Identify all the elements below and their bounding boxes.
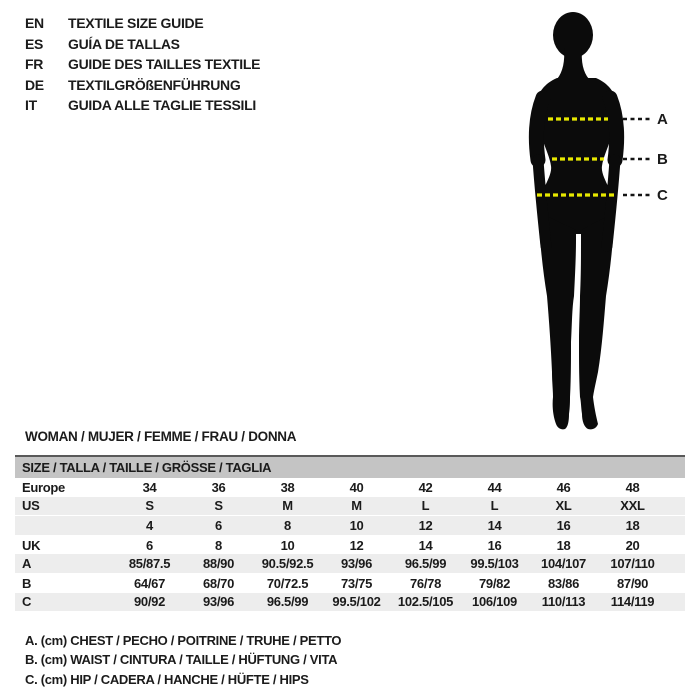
- row-label: Europe: [22, 479, 65, 495]
- table-cell: 10: [280, 537, 295, 553]
- table-cell: M: [322, 497, 391, 516]
- table-cell: 106/109: [460, 593, 529, 612]
- table-cell: 104/107: [529, 554, 598, 573]
- lang-title: GUIDE DES TAILLES TEXTILE: [68, 56, 261, 73]
- language-title-block: [25, 13, 260, 116]
- section-title: WOMAN / MUJER / FEMME / FRAU / DONNA: [25, 429, 297, 444]
- table-cell: 42: [418, 479, 433, 495]
- table-cell: 88/90: [184, 554, 253, 573]
- silhouette-left-upper-arm: [536, 98, 543, 160]
- legend-waist: B. (cm) WAIST / CINTURA / TAILLE / HÜFTUNG / VITA: [25, 652, 338, 668]
- woman-silhouette-icon: [490, 0, 670, 440]
- table-cell: S: [184, 497, 253, 516]
- table-cell: 12: [391, 516, 460, 536]
- table-cell: 87/90: [616, 575, 649, 591]
- legend-chest: A. (cm) CHEST / PECHO / POITRINE / TRUHE / PETTO: [25, 633, 342, 648]
- silhouette-right-upper-arm: [610, 98, 617, 160]
- row-label: B: [22, 575, 32, 591]
- table-cell: L: [391, 497, 460, 516]
- table-cell: 18: [556, 537, 571, 553]
- table-cell: 38: [280, 479, 295, 495]
- table-cell: 8: [253, 516, 322, 536]
- table-cell: 48: [625, 479, 640, 495]
- table-cell: 20: [625, 537, 640, 553]
- table-cell: 90.5/92.5: [253, 554, 322, 573]
- row-label: [15, 516, 115, 536]
- table-cell: S: [115, 497, 184, 516]
- table-row: [15, 593, 685, 612]
- table-cell: 16: [487, 537, 502, 553]
- lang-code: FR: [25, 56, 44, 73]
- table-cell: 6: [184, 516, 253, 536]
- label-waist-b: B: [657, 151, 668, 168]
- label-hip-c: C: [657, 187, 668, 204]
- table-cell: 14: [460, 516, 529, 536]
- table-cell: 68/70: [202, 575, 235, 591]
- table-cell: 96.5/99: [391, 554, 460, 573]
- table-cell: 107/110: [598, 554, 667, 573]
- row-label: C: [15, 593, 115, 612]
- lang-row-fr: [25, 54, 260, 75]
- spacer-cell: [667, 478, 685, 497]
- lang-code: DE: [25, 76, 44, 93]
- lang-row-es: [25, 34, 260, 55]
- silhouette-left-forearm: [538, 160, 546, 246]
- table-row: [15, 497, 685, 516]
- table-cell: 40: [349, 479, 364, 495]
- lang-row-it: [25, 95, 260, 116]
- table-row: [15, 554, 685, 573]
- size-table: [15, 455, 685, 612]
- table-cell: XL: [529, 497, 598, 516]
- lang-title: TEXTILE SIZE GUIDE: [68, 15, 204, 31]
- table-cell: 99.5/102: [322, 593, 391, 612]
- table-cell: 99.5/103: [460, 554, 529, 573]
- spacer-cell: [667, 516, 685, 536]
- spacer-cell: [667, 593, 685, 612]
- table-row: [15, 516, 685, 536]
- legend-hip: C. (cm) HIP / CADERA / HANCHE / HÜFTE / HIPS: [25, 671, 309, 687]
- size-table-body: [15, 456, 685, 612]
- row-label: US: [15, 497, 115, 516]
- lang-row-en: [25, 13, 260, 34]
- table-cell: 16: [529, 516, 598, 536]
- table-row: [15, 478, 685, 497]
- table-cell: M: [253, 497, 322, 516]
- silhouette-right-forearm: [607, 160, 615, 246]
- lang-title: TEXTILGRÖßENFÜHRUNG: [68, 76, 241, 93]
- spacer-cell: [667, 554, 685, 573]
- table-cell: 70/72.5: [266, 575, 309, 591]
- table-cell: 44: [487, 479, 502, 495]
- table-cell: 102.5/105: [391, 593, 460, 612]
- lang-title: GUIDA ALLE TAGLIE TESSILI: [68, 97, 256, 114]
- label-chest-a: A: [657, 111, 668, 128]
- table-cell: 93/96: [184, 593, 253, 612]
- table-cell: 18: [598, 516, 667, 536]
- table-cell: 64/67: [133, 575, 166, 591]
- table-cell: 46: [556, 479, 571, 495]
- table-cell: 83/86: [547, 575, 580, 591]
- table-cell: 79/82: [478, 575, 511, 591]
- lang-code: EN: [25, 15, 44, 31]
- table-cell: 76/78: [409, 575, 442, 591]
- table-cell: L: [460, 497, 529, 516]
- table-cell: 4: [115, 516, 184, 536]
- table-cell: 73/75: [340, 575, 373, 591]
- table-cell: 14: [418, 537, 433, 553]
- table-cell: XXL: [598, 497, 667, 516]
- spacer-cell: [667, 573, 685, 592]
- table-row: [15, 573, 685, 592]
- table-cell: 34: [142, 479, 157, 495]
- body-measurement-figure: [490, 0, 670, 440]
- row-label: UK: [22, 537, 41, 553]
- table-cell: 36: [211, 479, 226, 495]
- table-header-row: [15, 456, 685, 478]
- table-row: [15, 535, 685, 554]
- table-cell: 8: [215, 537, 222, 553]
- table-cell: 10: [322, 516, 391, 536]
- table-cell: 93/96: [322, 554, 391, 573]
- table-cell: 85/87.5: [115, 554, 184, 573]
- lang-row-de: [25, 75, 260, 96]
- table-cell: 90/92: [115, 593, 184, 612]
- table-cell: 110/113: [529, 593, 598, 612]
- spacer-cell: [667, 535, 685, 554]
- lang-title: GUÍA DE TALLAS: [68, 35, 180, 52]
- row-label: A: [15, 554, 115, 573]
- table-cell: 6: [146, 537, 153, 553]
- spacer-cell: [667, 497, 685, 516]
- table-cell: 12: [349, 537, 364, 553]
- measurement-legend: [25, 631, 341, 689]
- lang-code: IT: [25, 97, 37, 114]
- table-cell: 96.5/99: [253, 593, 322, 612]
- lang-code: ES: [25, 35, 44, 52]
- table-header-label: SIZE / TALLA / TAILLE / GRÖSSE / TAGLIA: [15, 456, 685, 478]
- table-cell: 114/119: [598, 593, 667, 612]
